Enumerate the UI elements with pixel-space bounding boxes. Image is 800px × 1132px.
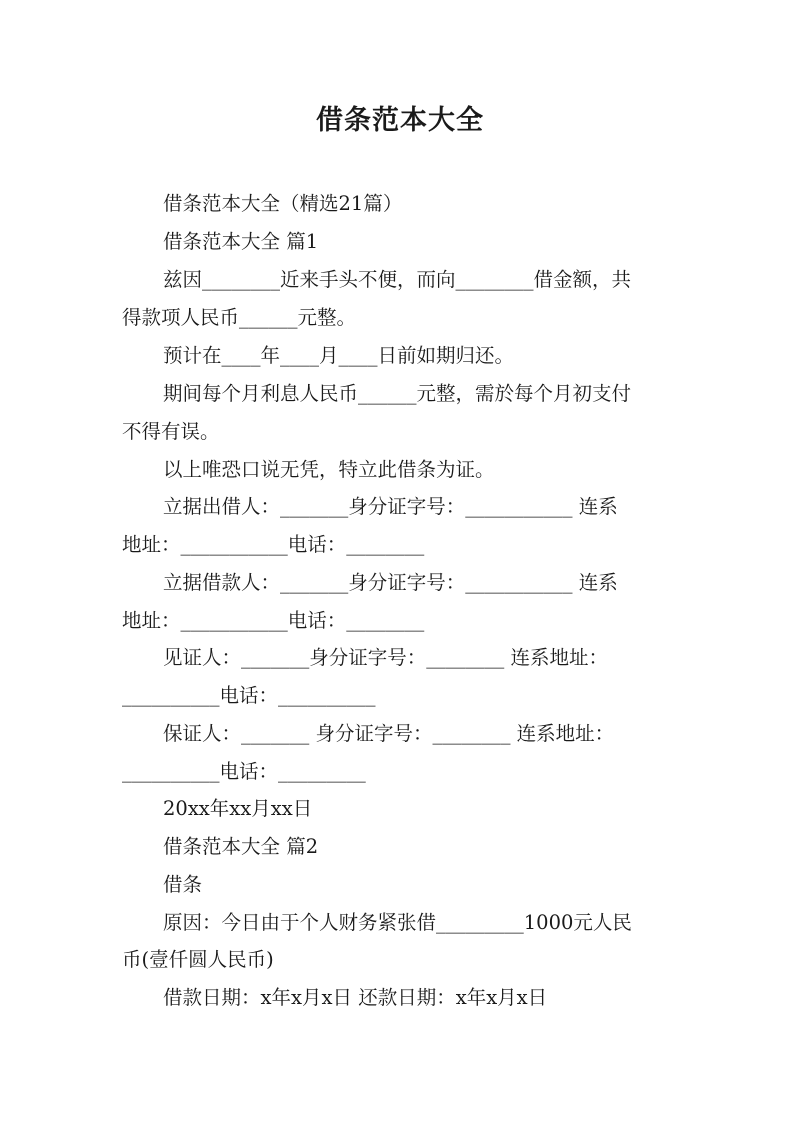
lender-address-line: 地址：___________电话：________ bbox=[122, 533, 425, 556]
borrower-line: 立据借款人：_______身分证字号：___________ 连系 bbox=[163, 571, 618, 594]
paragraph-line: 预计在____年____月____日前如期归还。 bbox=[163, 344, 515, 367]
witness-phone-line: __________电话：__________ bbox=[122, 684, 376, 707]
section-heading: 借条范本大全 篇2 bbox=[163, 835, 319, 858]
paragraph-line: 原因：今日由于个人财务紧张借_________1000元人民 bbox=[163, 911, 632, 934]
paragraph-line: 期间每个月利息人民币______元整，需於每个月初支付 bbox=[163, 382, 632, 405]
section-heading: 借条范本大全 篇1 bbox=[163, 230, 319, 253]
date-line: 20xx年xx月xx日 bbox=[163, 797, 313, 820]
lender-line: 立据出借人：_______身分证字号：___________ 连系 bbox=[163, 495, 618, 518]
guarantor-phone-line: __________电话：_________ bbox=[122, 760, 366, 783]
borrower-address-line: 地址：___________电话：________ bbox=[122, 609, 425, 632]
paragraph-line: 不得有误。 bbox=[122, 420, 220, 443]
paragraph-line: 借条 bbox=[163, 873, 203, 896]
document-title: 借条范本大全 bbox=[316, 105, 484, 136]
paragraph-line: 以上唯恐口说无凭，特立此借条为证。 bbox=[163, 458, 495, 481]
guarantor-line: 保证人：_______ 身分证字号：________ 连系地址： bbox=[163, 722, 615, 745]
paragraph-line: 币(壹仟圆人民币) bbox=[122, 948, 274, 971]
paragraph-line: 兹因________近来手头不便，而向________借金额，共 bbox=[163, 268, 632, 291]
loan-dates-line: 借款日期：x年x月x日 还款日期：x年x月x日 bbox=[163, 986, 548, 1009]
paragraph-line: 借条范本大全（精选21篇） bbox=[163, 192, 403, 215]
paragraph-line: 得款项人民币______元整。 bbox=[122, 306, 357, 329]
witness-line: 见证人：_______身分证字号：________ 连系地址： bbox=[163, 646, 608, 669]
